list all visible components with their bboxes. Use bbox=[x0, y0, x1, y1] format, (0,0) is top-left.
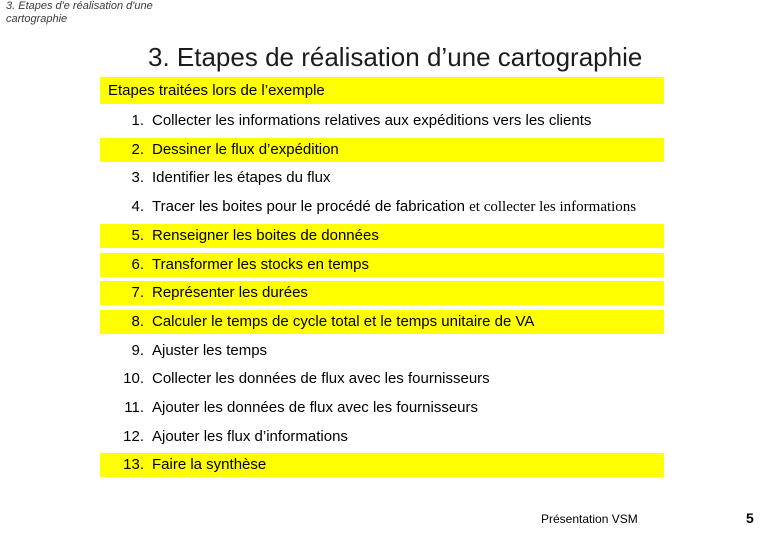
step-item-13 bbox=[100, 453, 664, 477]
step-number: 12. bbox=[123, 427, 144, 445]
step-number: 5. bbox=[131, 226, 144, 244]
step-item-6 bbox=[100, 253, 664, 277]
step-item-12 bbox=[100, 425, 664, 449]
slide-title: 3. Etapes de réalisation d’une cartographie bbox=[148, 42, 643, 72]
step-label: Collecter les données de flux avec les fournisseurs bbox=[152, 370, 490, 388]
step-number: 6. bbox=[131, 255, 144, 273]
step-number: 10. bbox=[123, 370, 144, 388]
step-item-1 bbox=[100, 109, 664, 133]
step-label: Représenter les durées bbox=[152, 284, 308, 302]
step-label: Faire la synthèse bbox=[152, 456, 267, 474]
step-label: Ajouter les données de flux avec les fournisseurs bbox=[152, 399, 479, 416]
step-label: Calculer le temps de cycle total et le temps unitaire de VA bbox=[152, 312, 535, 330]
step-item-10 bbox=[100, 367, 664, 391]
step-item-8 bbox=[100, 310, 664, 334]
footer-label: Présentation VSM bbox=[541, 512, 638, 526]
step-label: Ajouter les flux d’informations bbox=[152, 427, 348, 445]
step-label: Dessiner le flux d’expédition bbox=[152, 140, 339, 158]
step-item-11 bbox=[100, 396, 664, 420]
step-item-7 bbox=[100, 281, 664, 305]
step-number: 4. bbox=[131, 198, 144, 216]
section-header: Etapes traitées lors de l’exemple bbox=[100, 77, 664, 104]
step-label: Collecter les informations relatives aux expéditions vers les clients bbox=[152, 112, 592, 129]
step-number: 11. bbox=[124, 399, 144, 416]
step-label-extra: et collecter les informations bbox=[469, 199, 637, 216]
step-item-3 bbox=[100, 166, 664, 190]
step-number: 13. bbox=[123, 456, 144, 474]
step-item-9 bbox=[100, 339, 664, 363]
step-number: 2. bbox=[131, 140, 144, 158]
step-label: Ajuster les temps bbox=[152, 341, 268, 359]
step-number: 7. bbox=[131, 284, 144, 302]
page-number: 5 bbox=[746, 510, 754, 526]
step-number: 9. bbox=[131, 341, 144, 359]
step-label: Transformer les stocks en temps bbox=[152, 255, 370, 273]
step-label: Renseigner les boites de données bbox=[152, 226, 379, 244]
step-number: 1. bbox=[131, 112, 144, 129]
step-label: Identifier les étapes du flux bbox=[152, 169, 331, 187]
breadcrumb: 3. Etapes d'e réalisation d'une cartographie bbox=[6, 0, 153, 25]
step-item-4 bbox=[100, 195, 664, 219]
step-number: 3. bbox=[131, 169, 144, 187]
step-item-2 bbox=[100, 138, 664, 162]
step-label: Tracer les boites pour le procédé de fabrication bbox=[152, 198, 465, 216]
step-item-5 bbox=[100, 224, 664, 248]
step-number: 8. bbox=[131, 312, 144, 330]
